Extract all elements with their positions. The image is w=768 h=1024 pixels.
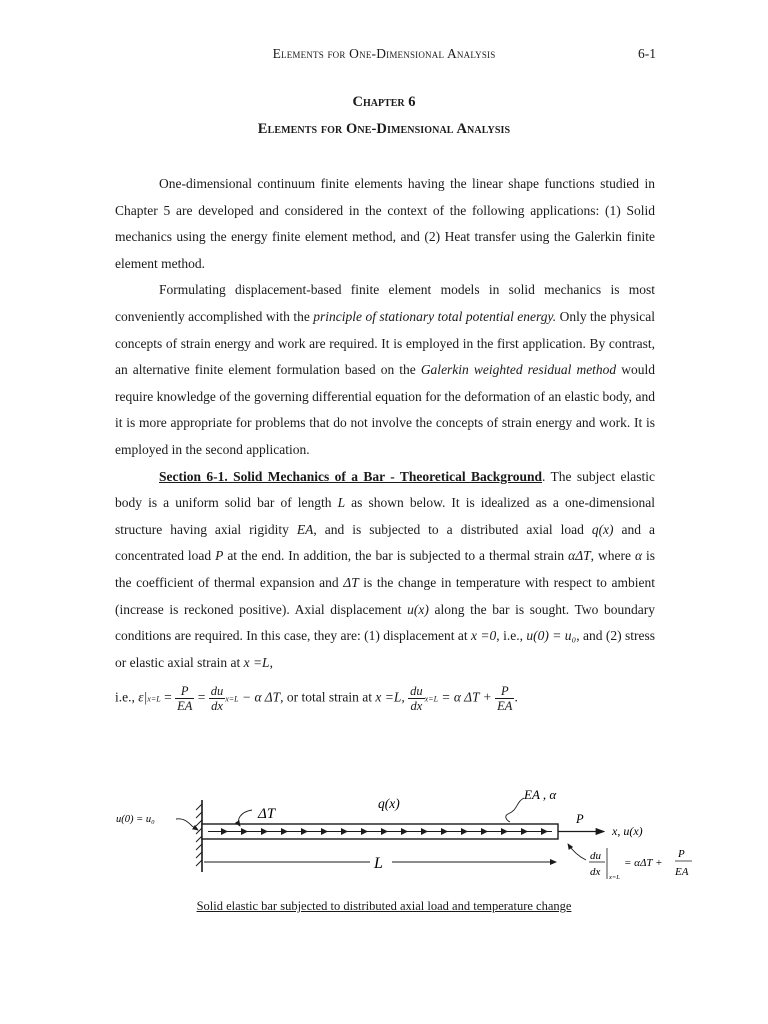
frac-p-ea	[175, 684, 194, 713]
emphasis-galerkin: Galerkin weighted residual method	[420, 362, 617, 378]
left-bc-label: u(0) = u₀	[116, 814, 155, 825]
length-label: L	[374, 855, 383, 872]
emphasis-principle: principle of stationary total potential energy.	[313, 308, 557, 324]
frac-num: du	[410, 684, 423, 699]
q-label: q(x)	[378, 796, 400, 811]
text-span: Only the physical concepts of strain energy and work are required. It is employed in the first application. By contrast, an alternative finite element formulation based on the	[115, 308, 655, 378]
paragraph-2	[115, 277, 655, 463]
math-P: P	[215, 548, 224, 564]
text-span: ,	[269, 654, 273, 670]
frac-du-dx	[209, 684, 226, 713]
frac-p-ea-2	[495, 684, 514, 713]
text-span: , i.e.,	[496, 628, 527, 644]
figure-caption	[0, 899, 768, 914]
wall-hatch	[196, 804, 202, 866]
section-heading: Section 6-1. Solid Mechanics of a Bar - Theoretical Background	[159, 468, 543, 484]
axis-label: x, u(x)	[612, 824, 643, 838]
paragraph-1: One-dimensional continuum finite elements having the linear shape functions studied in Chapter 5 are developed and considered in the context of the following applications: (1) Solid mechanics using the energy finite element method, and (2) Heat transfer using the Galerkin finite element method.	[115, 176, 655, 271]
math-alpha-delta-t: αΔT	[568, 548, 591, 564]
frac-den: dx	[211, 699, 223, 714]
eq-equals: =	[164, 689, 172, 705]
frac-num: P	[495, 684, 514, 699]
text-span: would require knowledge of the governing differential equation for the deformation of an elastic body, and it is more appropriate for problems that do not involve the concepts of strain energy and work. It is employed in the second application.	[115, 362, 655, 457]
right-bc-du: du	[590, 850, 601, 862]
text-span: Formulating displacement-based finite element models in solid mechanics is most conveniently accomplished with the	[115, 282, 655, 324]
frac-num: P	[175, 684, 194, 699]
eq-text: , or total strain at	[280, 689, 376, 705]
paragraph-3	[115, 464, 655, 677]
text-span: , and is subjected to a distributed axial load	[313, 521, 592, 537]
right-bc-ea: EA	[675, 866, 689, 878]
eq-equals: =	[197, 689, 206, 705]
frac-du-dx-2	[408, 684, 425, 713]
eq-epsilon: ε|	[138, 689, 148, 705]
right-bc-pointer	[568, 844, 586, 860]
math-q: q(x)	[591, 521, 614, 537]
math-xL: x =L	[243, 654, 270, 670]
ea-alpha-label: EA , α	[524, 787, 557, 802]
bar-diagram	[112, 782, 696, 890]
math-delta-t: ΔT	[343, 574, 359, 590]
eq-ie: i.e.,	[115, 689, 135, 705]
text-span: . The subject elastic body is a uniform solid bar of length	[115, 468, 656, 511]
math-EA: EA	[296, 521, 314, 537]
text-span: , where	[590, 548, 635, 564]
right-bc-dx: dx	[590, 866, 601, 878]
text-span: as shown below. It is idealized as a one-dimensional structure having axial rigidity	[115, 495, 655, 537]
frac-den: dx	[410, 699, 423, 714]
right-bc-p: P	[678, 848, 685, 860]
eq-sub: x=L	[225, 694, 239, 704]
delta-t-label: ΔT	[258, 806, 276, 822]
eq-sub: x=L	[147, 694, 161, 704]
text-span: is the change in temperature with respect to ambient (increase is reckoned positive). Axial displacement	[115, 574, 655, 617]
eq-sub: x=L	[424, 694, 439, 704]
body-text	[115, 171, 655, 728]
text-span: , and (2) stress or elastic axial strain at	[115, 628, 656, 670]
running-head-title: Elements for One-Dimensional Analysis	[272, 46, 496, 61]
ea-alpha-pointer	[506, 798, 524, 822]
running-head	[0, 46, 768, 66]
eq-period: .	[514, 689, 518, 705]
math-alpha: α	[634, 548, 643, 564]
text-span: along the bar is sought. Two boundary conditions are required. In this case, they are: (1) displacement at	[115, 601, 655, 644]
boundary-equation	[115, 684, 655, 728]
p-label: P	[576, 812, 584, 826]
text-span: and a concentrated load	[115, 521, 655, 564]
right-bc-sub: x=L	[609, 874, 620, 881]
frac-den: EA	[177, 699, 193, 714]
math-u0: u(0) = u₀	[526, 628, 577, 644]
eq-xL: x =L,	[375, 689, 405, 705]
frac-num: du	[210, 684, 224, 699]
chapter-title: Elements for One-Dimensional Analysis	[257, 121, 511, 137]
frac-den: EA	[497, 699, 513, 714]
page-number: 6-1	[638, 46, 656, 61]
right-bc-rhs: = αΔT +	[624, 857, 663, 869]
eq-minus-alpha-dt: − α ΔT	[242, 689, 281, 705]
text-span: at the end. In addition, the bar is subjected to a thermal strain	[223, 548, 569, 564]
math-L: L	[337, 495, 346, 511]
chapter-label: Chapter 6	[352, 94, 416, 110]
math-x0: x =0	[471, 628, 497, 644]
caption-text: Solid elastic bar subjected to distributed axial load and temperature change	[196, 899, 572, 913]
eq-alpha-dt-plus: = α ΔT +	[441, 689, 492, 705]
math-u: u(x)	[407, 601, 429, 617]
left-bc-pointer	[176, 819, 198, 830]
text-span: is the coefficient of thermal expansion and	[115, 548, 655, 590]
